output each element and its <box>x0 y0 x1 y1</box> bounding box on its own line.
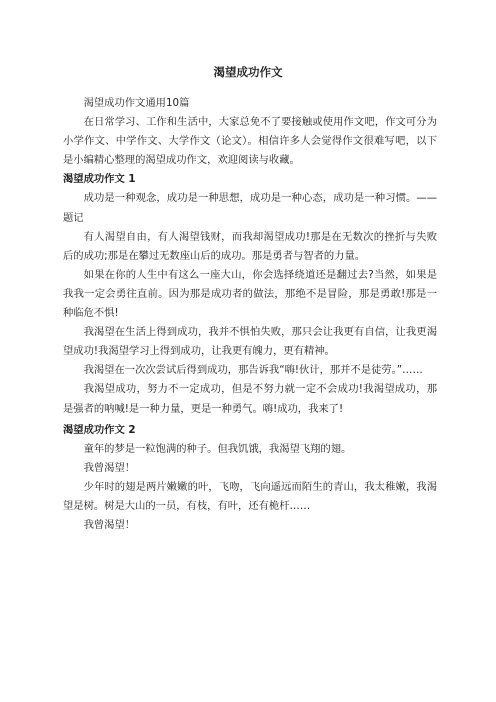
intro-paragraph: 渴望成功作文通用10篇 <box>83 97 190 109</box>
body-paragraph: 童年的梦是一粒饱满的种子。但我饥饿，我渴望飞翔的翅。 <box>83 442 352 455</box>
section-heading: 渴望成功作文 2 <box>63 423 136 436</box>
body-paragraph: 我渴望在一次次尝试后得到成功，那告诉我“嗨!伙计，那并不是徒劳。”…… <box>83 364 423 377</box>
document-body <box>63 94 437 535</box>
body-paragraph: 少年时的翅是两片嫩嫩的叶，飞吻，飞向遥远而陌生的青山，我太稚嫩，我渴望是树。树是大山的一员，有枝，有叶，还有桅杆…… <box>63 480 437 512</box>
body-paragraph: 我渴望在生活上得到成功，我并不惧怕失败，那只会让我更有自信，让我更渴望成功!我渴望学习上得到成功，让我更有魄力，更有精神。 <box>63 326 437 358</box>
body-paragraph: 成功是一种观念，成功是一种思想，成功是一种心态，成功是一种习惯。——题记 <box>63 192 437 224</box>
section-heading: 渴望成功作文 1 <box>63 173 136 186</box>
intro-paragraph: 在日常学习、工作和生活中，大家总免不了要接触或使用作文吧，作文可分为小学作文、中学作文、大学作文（论文）。相信许多人会觉得作文很难写吧，以下是小编精心整理的渴望成功作文，欢迎阅读与收藏。 <box>63 116 437 167</box>
body-paragraph: 我曾渴望！ <box>83 461 136 474</box>
document-title: 渴望成功作文 <box>213 65 283 79</box>
body-paragraph: 如果在你的人生中有这么一座大山，你会选择绕道还是翻过去?当然，如果是我我一定会勇往直前。因为那是成功者的做法，那绝不是冒险，那是勇敢!那是一种临危不惧! <box>63 268 437 320</box>
body-paragraph: 我渴望成功，努力不一定成功，但是不努力就一定不会成功!我渴望成功，那是强者的呐喊!是一种力量，更是一种勇气。嗨!成功，我来了! <box>63 383 437 415</box>
body-paragraph: 有人渴望自由，有人渴望钱财，而我却渴望成功!那是在无数次的挫折与失败后的成功;那是在攀过无数座山后的成功。那是勇者与智者的力量。 <box>63 230 437 262</box>
body-paragraph: 我曾渴望！ <box>83 519 136 532</box>
